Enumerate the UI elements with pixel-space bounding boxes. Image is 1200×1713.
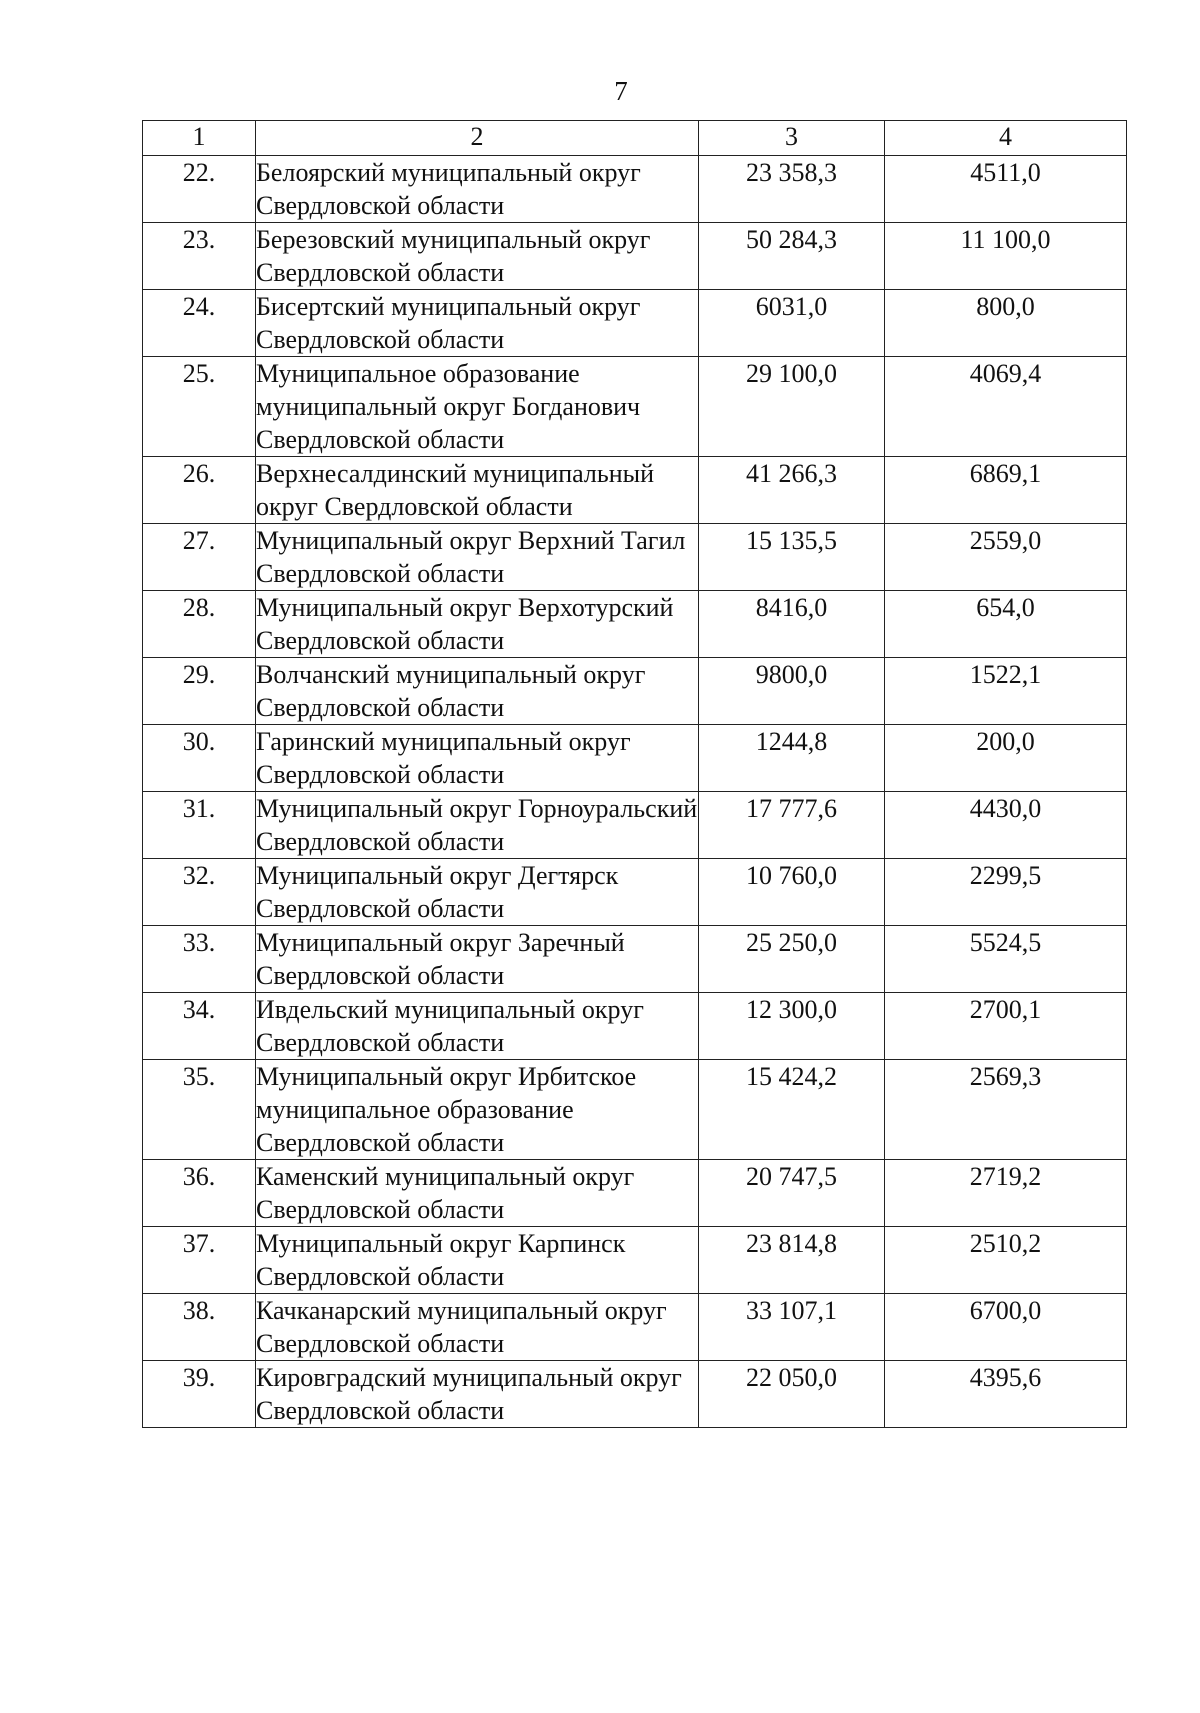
row-number: 39.: [143, 1361, 256, 1428]
municipality-name: Муниципальный округ Верхний Тагил Свердловской области: [256, 524, 699, 591]
municipality-name: Бисертский муниципальный округ Свердловской области: [256, 290, 699, 357]
value-column-3: 20 747,5: [699, 1160, 885, 1227]
page-number: 7: [614, 76, 628, 106]
table-row: [143, 1361, 1127, 1428]
municipality-name: Муниципальный округ Карпинск Свердловской области: [256, 1227, 699, 1294]
value-column-3: 33 107,1: [699, 1294, 885, 1361]
value-column-3: 23 814,8: [699, 1227, 885, 1294]
row-number: 35.: [143, 1060, 256, 1160]
municipality-name: Кировградский муниципальный округ Свердловской области: [256, 1361, 699, 1428]
value-column-4: 4395,6: [885, 1361, 1127, 1428]
table-row: [143, 290, 1127, 357]
value-column-3: 10 760,0: [699, 859, 885, 926]
municipality-name: Белоярский муниципальный округ Свердловской области: [256, 156, 699, 223]
municipality-name: Верхнесалдинский муниципальный округ Свердловской области: [256, 457, 699, 524]
row-number: 38.: [143, 1294, 256, 1361]
value-column-4: 4069,4: [885, 357, 1127, 457]
row-number: 26.: [143, 457, 256, 524]
table-row: [143, 792, 1127, 859]
row-number: 25.: [143, 357, 256, 457]
value-column-3: 12 300,0: [699, 993, 885, 1060]
municipality-name: Гаринский муниципальный округ Свердловской области: [256, 725, 699, 792]
municipality-name: Муниципальное образование муниципальный округ Богданович Свердловской области: [256, 357, 699, 457]
table-row: [143, 591, 1127, 658]
column-header-3: 3: [699, 121, 885, 156]
municipality-name: Качканарский муниципальный округ Свердловской области: [256, 1294, 699, 1361]
row-number: 36.: [143, 1160, 256, 1227]
value-column-3: 41 266,3: [699, 457, 885, 524]
row-number: 29.: [143, 658, 256, 725]
value-column-3: 6031,0: [699, 290, 885, 357]
table-header-row: [143, 121, 1127, 156]
table-row: [143, 1227, 1127, 1294]
value-column-4: 2299,5: [885, 859, 1127, 926]
column-header-1: 1: [143, 121, 256, 156]
allocation-table: [142, 120, 1127, 1428]
value-column-4: 2700,1: [885, 993, 1127, 1060]
municipality-name: Муниципальный округ Верхотурский Свердловской области: [256, 591, 699, 658]
value-column-4: 5524,5: [885, 926, 1127, 993]
value-column-3: 1244,8: [699, 725, 885, 792]
value-column-3: 22 050,0: [699, 1361, 885, 1428]
row-number: 31.: [143, 792, 256, 859]
value-column-4: 2569,3: [885, 1060, 1127, 1160]
municipality-name: Муниципальный округ Ирбитское муниципальное образование Свердловской области: [256, 1060, 699, 1160]
value-column-4: 4511,0: [885, 156, 1127, 223]
table-row: [143, 524, 1127, 591]
value-column-4: 800,0: [885, 290, 1127, 357]
value-column-4: 6869,1: [885, 457, 1127, 524]
value-column-4: 11 100,0: [885, 223, 1127, 290]
value-column-4: 2719,2: [885, 1160, 1127, 1227]
value-column-3: 29 100,0: [699, 357, 885, 457]
value-column-4: 654,0: [885, 591, 1127, 658]
row-number: 33.: [143, 926, 256, 993]
value-column-3: 23 358,3: [699, 156, 885, 223]
value-column-4: 4430,0: [885, 792, 1127, 859]
value-column-3: 15 424,2: [699, 1060, 885, 1160]
table-row: [143, 156, 1127, 223]
municipality-name: Муниципальный округ Горноуральский Свердловской области: [256, 792, 699, 859]
row-number: 24.: [143, 290, 256, 357]
row-number: 22.: [143, 156, 256, 223]
row-number: 32.: [143, 859, 256, 926]
value-column-4: 2510,2: [885, 1227, 1127, 1294]
table-row: [143, 1294, 1127, 1361]
row-number: 30.: [143, 725, 256, 792]
municipality-name: Волчанский муниципальный округ Свердловской области: [256, 658, 699, 725]
municipality-name: Муниципальный округ Заречный Свердловской области: [256, 926, 699, 993]
table-row: [143, 357, 1127, 457]
municipality-name: Березовский муниципальный округ Свердловской области: [256, 223, 699, 290]
municipality-name: Каменский муниципальный округ Свердловской области: [256, 1160, 699, 1227]
row-number: 23.: [143, 223, 256, 290]
table-row: [143, 993, 1127, 1060]
table-row: [143, 1060, 1127, 1160]
row-number: 28.: [143, 591, 256, 658]
table-row: [143, 859, 1127, 926]
value-column-3: 8416,0: [699, 591, 885, 658]
value-column-4: 6700,0: [885, 1294, 1127, 1361]
table-row: [143, 1160, 1127, 1227]
value-column-4: 2559,0: [885, 524, 1127, 591]
municipality-name: Ивдельский муниципальный округ Свердловской области: [256, 993, 699, 1060]
table-row: [143, 926, 1127, 993]
value-column-3: 9800,0: [699, 658, 885, 725]
value-column-4: 1522,1: [885, 658, 1127, 725]
row-number: 27.: [143, 524, 256, 591]
table-row: [143, 658, 1127, 725]
row-number: 37.: [143, 1227, 256, 1294]
value-column-3: 50 284,3: [699, 223, 885, 290]
municipality-name: Муниципальный округ Дегтярск Свердловской области: [256, 859, 699, 926]
table-row: [143, 223, 1127, 290]
table-row: [143, 725, 1127, 792]
value-column-4: 200,0: [885, 725, 1127, 792]
value-column-3: 25 250,0: [699, 926, 885, 993]
row-number: 34.: [143, 993, 256, 1060]
table-row: [143, 457, 1127, 524]
value-column-3: 17 777,6: [699, 792, 885, 859]
value-column-3: 15 135,5: [699, 524, 885, 591]
column-header-4: 4: [885, 121, 1127, 156]
column-header-2: 2: [256, 121, 699, 156]
